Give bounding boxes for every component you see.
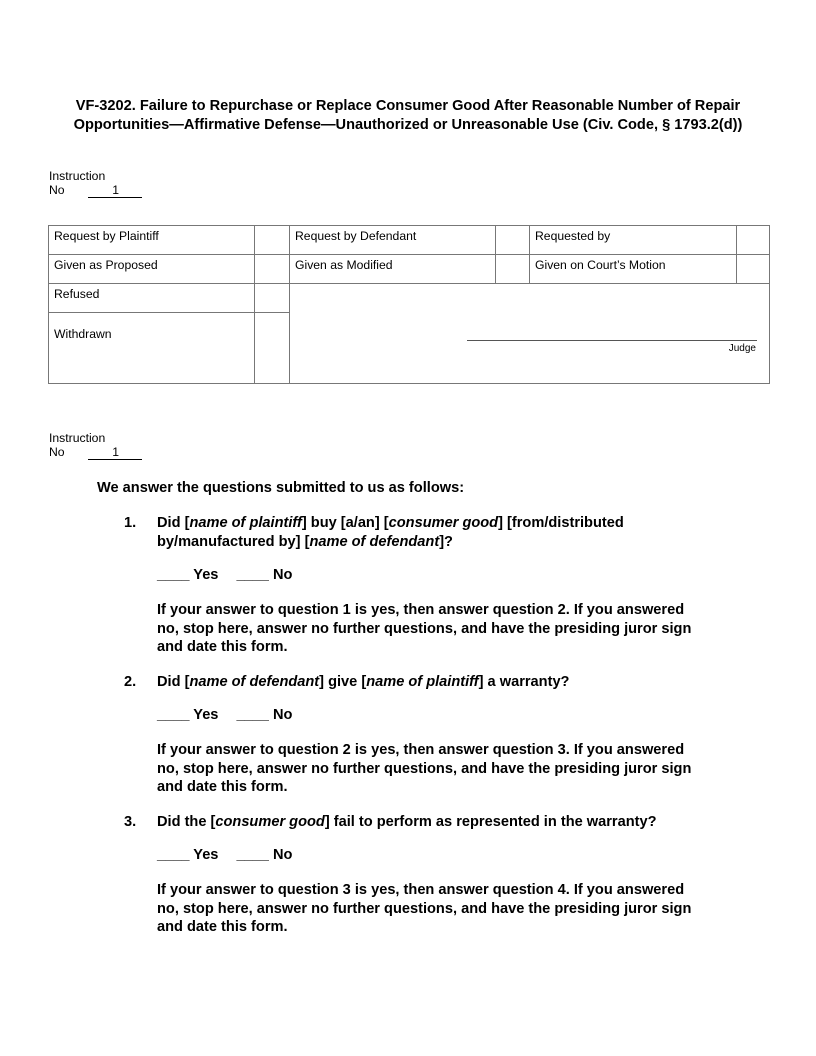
yes-option[interactable]: ____ Yes: [157, 847, 219, 863]
refused-checkbox[interactable]: [255, 284, 290, 313]
judge-signature-area: [290, 284, 770, 384]
verdict-intro: We answer the questions submitted to us as follows:: [97, 480, 465, 496]
requested-by-label: Requested by: [530, 226, 737, 255]
request-by-plaintiff-label: Request by Plaintiff: [49, 226, 255, 255]
request-by-plaintiff-checkbox[interactable]: [255, 226, 290, 255]
instruction-label: Instruction: [49, 431, 106, 445]
question-text: Did the [consumer good] fail to perform as represented in the warranty?: [157, 814, 657, 830]
instruction-no-label: No: [49, 445, 65, 459]
instruction-number-top: [49, 169, 142, 198]
question-1-answers: [157, 567, 292, 583]
question-3-instructions: If your answer to question 3 is yes, then answer question 4. If you answered no, stop here, answer no further questions, and have the presiding juror sign and date this form.: [157, 882, 692, 935]
refused-label: Refused: [49, 284, 255, 313]
question-2-answers: [157, 707, 292, 723]
request-by-defendant-checkbox[interactable]: [496, 226, 530, 255]
given-as-modified-checkbox[interactable]: [496, 255, 530, 284]
question-number: 2.: [124, 674, 137, 690]
question-text: Did [name of plaintiff] buy [a/an] [consumer good] [from/distributed by/manufactured by] [name of defendant]?: [157, 515, 624, 550]
question-1-instructions: If your answer to question 1 is yes, then answer question 2. If you answered no, stop here, answer no further questions, and have the presiding juror sign and date this form.: [157, 602, 692, 655]
withdrawn-label: Withdrawn: [49, 313, 255, 384]
question-2: [124, 673, 694, 692]
document-title: VF-3202. Failure to Repurchase or Replace Consumer Good After Reasonable Number of Repair Opportunities—Affirmative Defense—Unauthorized or Unreasonable Use (Civ. Code, § 1793.2(d)): [73, 98, 743, 133]
judge-signature-line[interactable]: [467, 340, 757, 341]
instruction-no-field[interactable]: 1: [88, 446, 142, 460]
judge-label: Judge: [728, 343, 756, 354]
no-option[interactable]: ____ No: [236, 707, 293, 723]
question-1: [124, 514, 694, 551]
given-on-courts-motion-checkbox[interactable]: [737, 255, 770, 284]
yes-option[interactable]: ____ Yes: [157, 707, 219, 723]
question-2-instructions: If your answer to question 2 is yes, then answer question 3. If you answered no, stop here, answer no further questions, and have the presiding juror sign and date this form.: [157, 742, 692, 795]
instruction-status-table: [48, 225, 770, 384]
requested-by-checkbox[interactable]: [737, 226, 770, 255]
question-3-answers: [157, 847, 292, 863]
question-text: Did [name of defendant] give [name of plaintiff] a warranty?: [157, 674, 570, 690]
no-option[interactable]: ____ No: [236, 567, 293, 583]
yes-option[interactable]: ____ Yes: [157, 567, 219, 583]
question-number: 1.: [124, 515, 137, 531]
request-by-defendant-label: Request by Defendant: [290, 226, 496, 255]
instruction-no-field[interactable]: 1: [88, 184, 142, 198]
question-number: 3.: [124, 814, 137, 830]
given-on-courts-motion-label: Given on Court’s Motion: [530, 255, 737, 284]
no-option[interactable]: ____ No: [236, 847, 293, 863]
given-as-proposed-checkbox[interactable]: [255, 255, 290, 284]
withdrawn-checkbox[interactable]: [255, 313, 290, 384]
instruction-label: Instruction: [49, 169, 106, 183]
instruction-number-bottom: [49, 431, 142, 460]
given-as-modified-label: Given as Modified: [290, 255, 496, 284]
question-3: [124, 813, 724, 832]
instruction-no-label: No: [49, 183, 65, 197]
given-as-proposed-label: Given as Proposed: [49, 255, 255, 284]
